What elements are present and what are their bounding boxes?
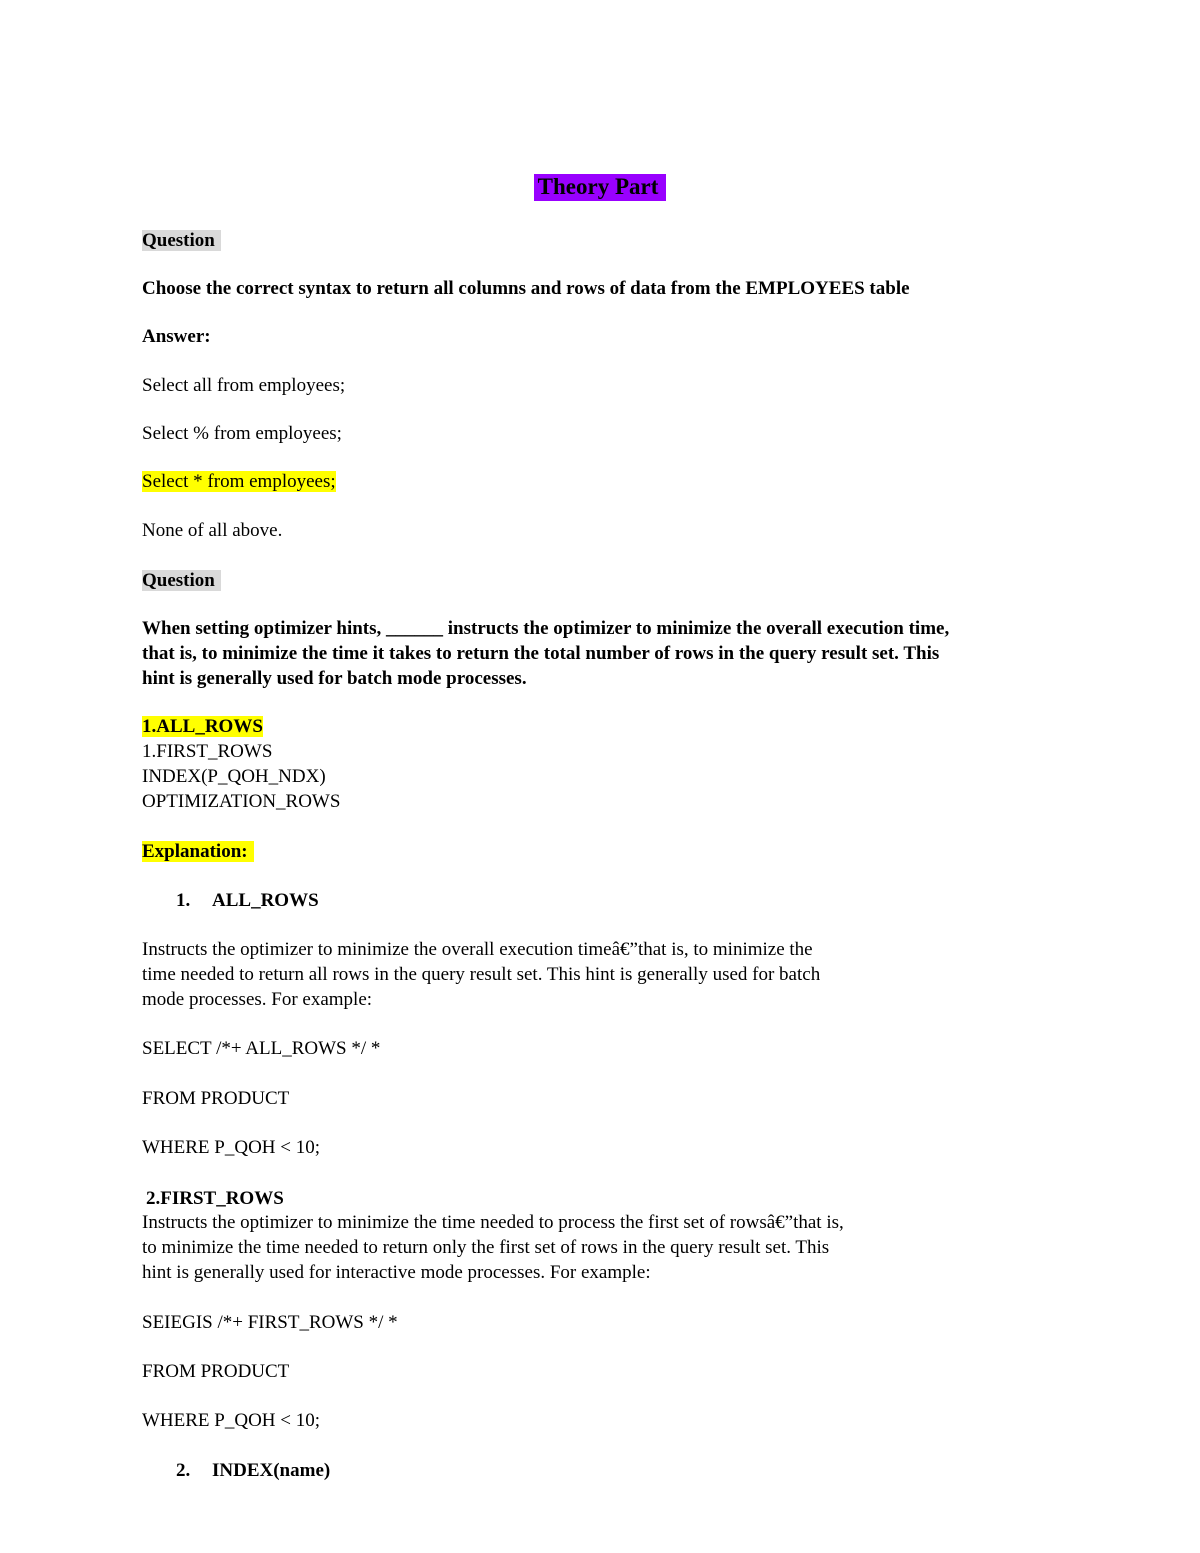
code-2-line-3: WHERE P_QOH < 10;	[142, 1410, 321, 1431]
explanation-item-1-line-2: time needed to return all rows in the query result set. This hint is generally used for batch	[142, 964, 821, 985]
q1-option-3-correct: Select * from employees;	[142, 471, 336, 492]
question-1-text: Choose the correct syntax to return all columns and rows of data from the EMPLOYEES table	[142, 278, 910, 299]
explanation-item-2-line-1: Instructs the optimizer to minimize the time needed to process the first set of rowsâ€”that is,	[142, 1212, 844, 1233]
answer-label: Answer:	[142, 326, 211, 347]
q2-option-4: OPTIMIZATION_ROWS	[142, 791, 341, 812]
explanation-item-1-line-1: Instructs the optimizer to minimize the overall execution timeâ€”that is, to minimize the	[142, 939, 813, 960]
code-2-line-2: FROM PRODUCT	[142, 1361, 290, 1382]
explanation-item-2-line-3: hint is generally used for interactive mode processes. For example:	[142, 1262, 651, 1283]
q1-option-4: None of all above.	[142, 520, 283, 541]
q2-option-3: INDEX(P_QOH_NDX)	[142, 766, 326, 787]
q2-option-1-correct: 1.ALL_ROWS	[142, 716, 263, 737]
question-2-text-line-2: that is, to minimize the time it takes to return the total number of rows in the query result set. This	[142, 643, 940, 664]
explanation-item-1-heading: 1. ALL_ROWS	[176, 890, 319, 911]
code-1-line-1: SELECT /*+ ALL_ROWS */ *	[142, 1038, 381, 1059]
explanation-item-2-line-2: to minimize the time needed to return only the first set of rows in the query result set. This	[142, 1237, 830, 1258]
question-2-label: Question	[142, 569, 221, 593]
code-1-line-2: FROM PRODUCT	[142, 1088, 290, 1109]
code-2-line-1: SEIEGIS /*+ FIRST_ROWS */ *	[142, 1312, 398, 1333]
question-2-text-line-1: When setting optimizer hints, ______ instructs the optimizer to minimize the overall execution time,	[142, 618, 950, 639]
explanation-item-1-line-3: mode processes. For example:	[142, 989, 373, 1010]
question-2-text-line-3: hint is generally used for batch mode processes.	[142, 668, 527, 689]
q1-option-2: Select % from employees;	[142, 423, 342, 444]
q1-option-1: Select all from employees;	[142, 375, 346, 396]
explanation-item-3-heading: 2. INDEX(name)	[176, 1460, 331, 1481]
page-title	[0, 172, 1200, 202]
question-1-label: Question	[142, 229, 221, 253]
code-1-line-3: WHERE P_QOH < 10;	[142, 1137, 321, 1158]
list-number: 2.	[176, 1460, 191, 1481]
q2-option-2: 1.FIRST_ROWS	[142, 741, 273, 762]
explanation-label: Explanation:	[142, 840, 254, 864]
list-number: 1.	[176, 890, 191, 911]
explanation-item-2-heading: 2.FIRST_ROWS	[146, 1188, 284, 1209]
title-text: Theory Part	[534, 174, 667, 201]
